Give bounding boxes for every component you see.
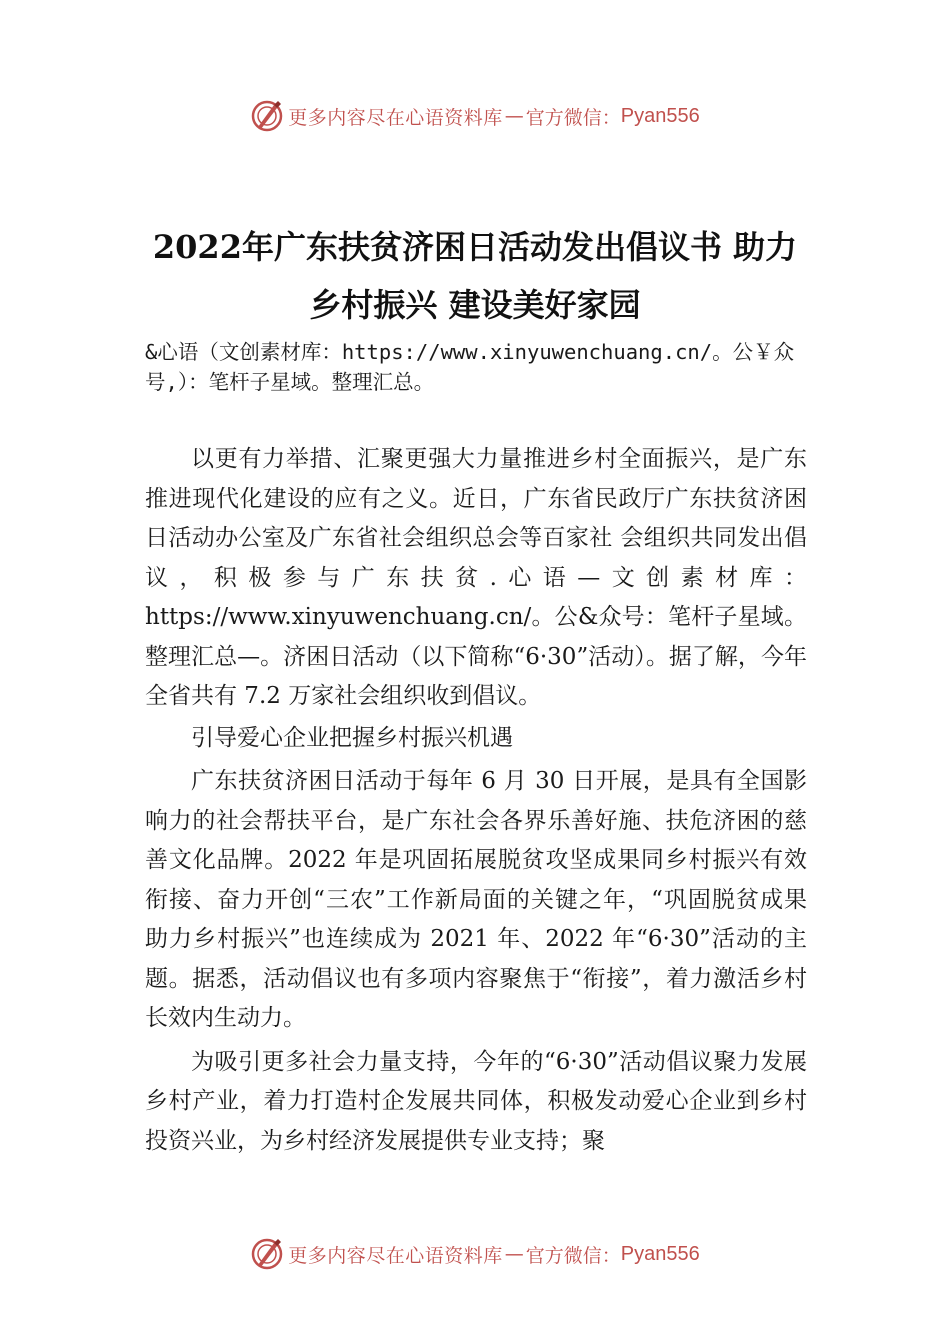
paragraph: 为吸引更多社会力量支持，今年的“6·30”活动倡议聚力发展乡村产业，着力打造村企发展共同体，积极发动爱心企业到乡村投资兴业，为乡村经济发展提供专业支持；聚 [145,1048,807,1154]
section-heading: 引导爱心企业把握乡村振兴机遇 [191,724,513,751]
document-body [145,440,807,1161]
banner-brand: 更多内容尽在心语资料库 [288,106,503,129]
banner-separator: — [504,105,524,127]
source-note: &心语（文创素材库：https://www.xinyuwenchuang.cn/。公￥众号,）：笔杆子星域。整理汇总。 [145,340,795,394]
pen-logo-icon [250,1237,284,1271]
banner-separator: — [504,1243,524,1265]
footer-banner [0,1234,950,1274]
banner-brand: 更多内容尽在心语资料库 [288,1244,503,1267]
banner-label: 官方微信： [525,1244,621,1267]
paragraph: 广东扶贫济困日活动于每年 6 月 30 日开展，是具有全国影响力的社会帮扶平台，是广东社会各界乐善好施、扶危济困的慈善文化品牌。2022 年是巩固拓展脱贫攻坚成果同乡村振兴有效衔接、奋力开创“三农”工作新局面的关键之年，“巩固脱贫成果 助力乡村振兴”也连续成为 2021 年、2022 年“6·30”活动的主题。据悉，活动倡议也有多项内容聚焦于“衔接”，着力激活乡村长效内生动力。 [145,768,807,1031]
pen-logo-icon [250,99,284,133]
banner-wechat-id: Pyan556 [620,104,700,127]
header-banner [0,96,950,136]
paragraph: 以更有力举措、汇聚更强大力量推进乡村全面振兴，是广东推进现代化建设的应有之义。近日，广东省民政厅广东扶贫济困日活动办公室及广东省社会组织总会等百家社 会组织共同发出倡议，积极参与广东扶贫.心语—文创素材库：https://www.xinyuwenchuang.cn/。公&众号：笔杆子星域。整理汇总—。济困日活动（以下简称“6·30”活动）。据了解，今年全省共有 7.2 万家社会组织收到倡议。 [145,446,807,709]
banner-label: 官方微信： [525,106,621,129]
document-title: 2022年广东扶贫济困日活动发出倡议书 助力乡村振兴 建设美好家园 [152,228,798,324]
banner-wechat-id: Pyan556 [620,1242,700,1265]
